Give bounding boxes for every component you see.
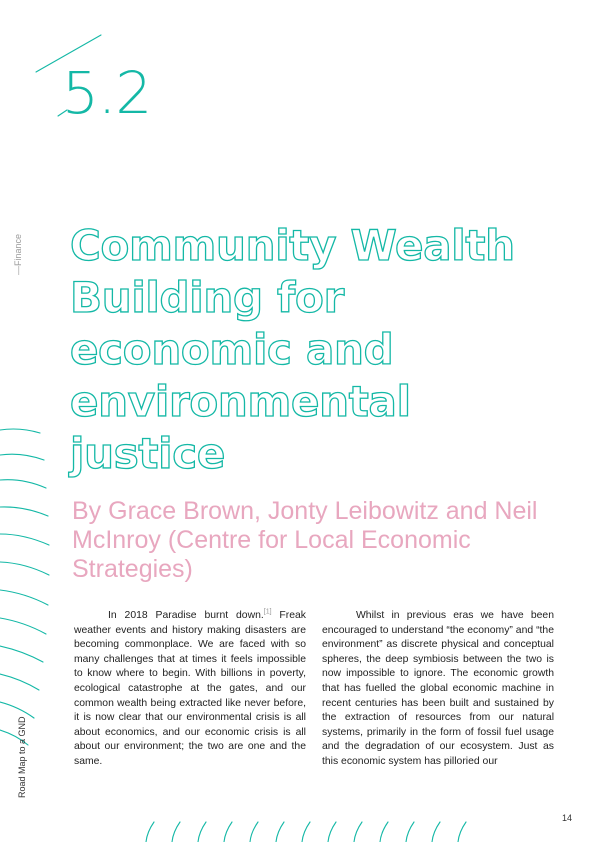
deco-arc-stroke [146,822,154,842]
deco-arc-stroke [0,562,49,575]
publication-footer: Road Map to a GND [17,716,27,798]
deco-arc-stroke [276,822,284,842]
body-text: In 2018 Paradise burnt down. [108,610,264,621]
deco-arc-stroke [0,646,43,662]
body-column-left [74,609,306,770]
chapter-number: 5.2 [62,59,152,127]
deco-arc-stroke [0,590,48,605]
deco-arc-stroke [172,822,180,842]
deco-arc-stroke [0,429,40,433]
deco-arc-stroke [406,822,414,842]
deco-arc-stroke [302,822,310,842]
deco-arc-stroke [0,618,46,634]
body-paragraph [74,609,306,770]
body-paragraph: Whilst in previous eras we have been encouraged to understand “the economy” and “the environment” as discrete physical and conceptual spheres, the deep symbiosis between the two is now impossible to ignore. The economic growth that has fuelled the global economic machine in recent centuries has been built and sustained by the extraction of resources from our natural systems, primarily in the form of fossil fuel usage and the degradation of our ecosystem. Just as this economic system has pilloried our [322,610,554,767]
deco-arc-stroke [432,822,440,842]
deco-arc-stroke [224,822,232,842]
body-column-right [322,609,554,770]
deco-arc-stroke [250,822,258,842]
deco-arc-stroke [198,822,206,842]
deco-arc-stroke [354,822,362,842]
deco-arc-stroke [328,822,336,842]
deco-arc-stroke [0,454,44,460]
deco-arc-stroke [0,534,49,545]
body-text: Freak weather events and history making disasters are becoming commonplace. We are faced with so many challenges that at times it feels impossible to know where to begin. With billions in poverty, ecological catastrophe at the gates, and our common wealth being extracted like never before, it is now clear that our environmental crisis is all about economics, and our economic crisis is all about our environment; the two are one and the same. [74,610,306,767]
byline: By Grace Brown, Jonty Leibowitz and Neil McInroy (Centre for Local Economic Strategies) [72,497,538,583]
section-label: —Finance [13,233,23,275]
deco-arc-stroke [0,507,48,516]
deco-arc-stroke [380,822,388,842]
deco-arc-stroke [0,674,39,690]
page-number: 14 [562,813,573,823]
chapter-title: Community Wealth Building for economic and environmental justice [70,221,515,478]
footnote-reference[interactable]: [1] [263,608,272,616]
deco-arc-stroke [458,822,466,842]
deco-arc-stroke [0,480,46,488]
